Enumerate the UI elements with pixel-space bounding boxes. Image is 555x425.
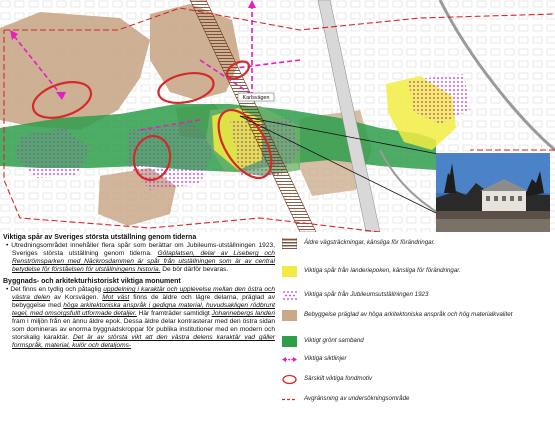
legend-label-built: Bebyggelse präglad av höga arkitektoniska anspråk och hög materialkvalitet <box>304 311 513 318</box>
legend-swatch-boundary <box>282 394 297 405</box>
street-label: Karlsvägen <box>242 95 270 101</box>
legend-label-dots: Viktiga spår från Jubileumsutställningen 1923 <box>304 291 429 298</box>
inset-photograph <box>436 153 550 232</box>
t-b2b: av Korsvägen. <box>54 294 99 301</box>
legend-item-built <box>282 310 552 324</box>
legend-label-ellipse: Särskilt viktiga fondmotiv <box>304 375 373 382</box>
legend-label-green: Viktigt grönt samband <box>304 337 364 344</box>
bullet-exhibition-end: De bör därför bevaras. <box>162 266 229 273</box>
bullet-exhibition-text: Utredningsområdet innehåller flera spår som berättar om Jubileums-utställningen 1923, Sveriges största utställning genom tiderna. <box>11 242 275 257</box>
description-text <box>3 234 275 424</box>
t-b2ul3: Johannebergs landeri <box>211 310 275 317</box>
t-b2a: Det finns en tydlig och påtaglig <box>10 286 102 293</box>
t-b2it1: Mot väst <box>102 294 130 301</box>
legend-swatch-dots <box>282 290 297 301</box>
bullet-exhibition: • Utredningsområdet innehåller flera spår som berättar om Jubileums-utställningen 1923, Sveriges största utställning genom tiderna. Götaplatsen, delar av Liseberg och Renströmsparken med Näckrosdammen är spår från utställningen som är av central betydelse för förståelsen för utställningens historia. De bör därför bevaras. <box>6 242 275 273</box>
t-b2d: Här framträder samtidigt <box>138 310 210 317</box>
legend-item-dots <box>282 290 552 304</box>
bullet-exhibition-emphasis: Götaplatsen, delar av Liseberg och Renströmsparken med Näckrosdammen är spår från utställningen som är av central betydelse för förståelsen för utställningens historia. <box>12 250 275 273</box>
legend-swatch-built <box>282 310 297 321</box>
t-b2ul4: Det är av största vikt att den västra delens karaktär vad gäller formspråk, material, kulör och detaljoms- <box>12 334 276 349</box>
legend-swatch-ellipse-icon <box>282 374 297 385</box>
t-b2ul1: uppdelning i karaktär och upplevelse mellan den östra och västra delen <box>12 286 275 301</box>
bullet-monuments: • Det finns en tydlig och påtaglig uppdelning i karaktär och upplevelse mellan den östra och västra delen av Korsvägen. Mot väst finns de äldre och lägre delarna, präglad av bebyggelse med höga arkitektoniska anspråk i gediqna material, huvudsakligen rödbrunt tegel, med omsorgsfullt utformade detaljer. Här framträder samtidigt Johannebergs landeri fram i miljön från en ännu äldre epok. Dessa äldre delar kontrasterar med den östra sidan som domineras av enorma byggnadskroppar för publika institutioner med en modern och storskalig karaktär. Det är av största vikt att den västra delens karaktär vad gäller formspråk, material, kulör och detaljoms- <box>6 286 276 349</box>
t-b2e: fram i miljön från en ännu äldre epok. Dessa äldre delar kontrasterar med den östra sidan som domineras av enorma byggnadskroppar för publika institutioner med en modern och storskalig karaktär. <box>12 318 275 341</box>
legend-item-ellipse <box>282 374 552 388</box>
legend-swatch-roads <box>282 238 297 249</box>
legend-item-boundary <box>282 394 552 408</box>
legend-label-yellow: Viktiga spår från landeriepoken, känsliga för förändringar. <box>304 267 461 274</box>
legend-item-sight <box>282 354 552 368</box>
t-b2ul2: höga arkitektoniska anspråk i gediqna material, huvudsakligen rödbrunt tegel, med omsorgsfullt utformade detaljer. <box>12 302 275 317</box>
legend-label-roads: Äldre vägsträckningar, känsliga för förändringar. <box>304 239 436 246</box>
t-b2c: finns de äldre och lägre delarna, präglad av bebyggelse med <box>12 294 275 309</box>
legend-item-yellow <box>282 266 552 280</box>
legend-label-sight: Viktiga siktlinjer <box>304 355 347 362</box>
heading-exhibition: Viktiga spår av Sveriges största utställning genom tiderna <box>3 234 197 241</box>
legend-item-green <box>282 336 552 350</box>
legend-swatch-green <box>282 336 297 347</box>
heading-monuments: Byggnads- och arkitekturhistoriskt viktiga monument <box>3 278 181 285</box>
legend <box>282 236 552 424</box>
legend-swatch-yellow <box>282 266 297 277</box>
legend-label-boundary: Avgränsning av undersökningsområde <box>304 395 410 402</box>
legend-swatch-sight-arrow-icon <box>282 354 297 365</box>
legend-item-roads <box>282 238 552 252</box>
